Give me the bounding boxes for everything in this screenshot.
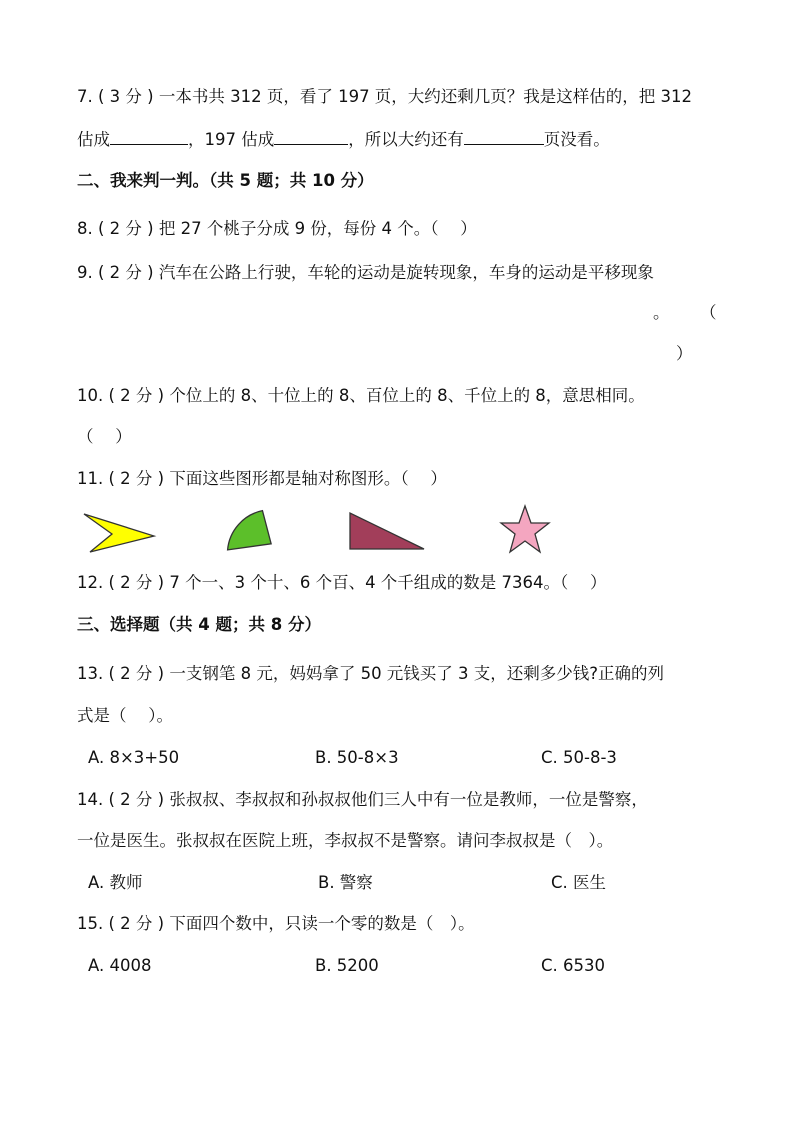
answer-blank-2[interactable] (274, 128, 348, 145)
question-8: 8. ( 2 分 ) 把 27 个桃子分成 9 份，每份 4 个。（ ） (77, 219, 477, 238)
section-2-heading: 二、我来判一判。（共 5 题；共 10 分） (77, 171, 374, 190)
option-c[interactable]: C. 医生 (551, 873, 607, 892)
q7-text-part-1: 估成 (77, 130, 110, 149)
arrow-icon (82, 512, 156, 554)
option-a[interactable]: A. 教师 (88, 873, 143, 892)
option-b[interactable]: B. 警察 (318, 873, 373, 892)
question-15-line-1: 15. ( 2 分 ) 下面四个数中，只读一个零的数是（ ）。 (77, 914, 475, 933)
section-3-heading: 三、选择题（共 4 题；共 8 分） (77, 615, 321, 634)
question-11-line-1: 11. ( 2 分 ) 下面这些图形都是轴对称图形。（ ） (77, 469, 447, 488)
question-13-line-1: 13. ( 2 分 ) 一支钢笔 8 元，妈妈拿了 50 元钱买了 3 支，还剩多少钱?正确的列 (77, 664, 665, 683)
q7-text-part-4: 页没看。 (543, 130, 610, 149)
option-c[interactable]: C. 50-8-3 (541, 748, 617, 767)
question-9-open-paren: （ (700, 303, 717, 322)
option-c[interactable]: C. 6530 (541, 956, 606, 975)
q7-text-part-2: ，197 估成 (188, 130, 275, 149)
option-b[interactable]: B. 50-8×3 (315, 748, 399, 767)
question-10-answer-paren: （ ） (77, 427, 132, 446)
triangle-icon (348, 511, 428, 551)
question-13-line-2: 式是（ ）。 (77, 706, 173, 725)
question-14-line-2: 一位是医生。张叔叔在医院上班，李叔叔不是警察。请问李叔叔是（ ）。 (77, 831, 614, 850)
question-7-line-2 (77, 128, 610, 151)
question-7-line-1: 7. ( 3 分 ) 一本书共 312 页，看了 197 页，大约还剩几页？我是这样估的，把 312 (77, 87, 693, 106)
question-9-line-1: 9. ( 2 分 ) 汽车在公路上行驶，车轮的运动是旋转现象，车身的运动是平移现象 (77, 263, 654, 282)
question-9-period: 。 (653, 303, 670, 322)
option-a[interactable]: A. 4008 (88, 956, 152, 975)
question-10-line-1: 10. ( 2 分 ) 个位上的 8、十位上的 8、百位上的 8、千位上的 8，意思相同。 (77, 386, 645, 405)
option-b[interactable]: B. 5200 (315, 956, 379, 975)
star-icon (498, 504, 552, 558)
option-a[interactable]: A. 8×3+50 (88, 748, 180, 767)
question-14-line-1: 14. ( 2 分 ) 张叔叔、李叔叔和孙叔叔他们三人中有一位是教师，一位是警察， (77, 790, 648, 809)
question-9-close-paren: ） (676, 344, 693, 363)
answer-blank-1[interactable] (110, 128, 188, 145)
fan-icon (219, 509, 273, 551)
q7-text-part-3: ，所以大约还有 (348, 130, 464, 149)
answer-blank-3[interactable] (464, 128, 544, 145)
question-12: 12. ( 2 分 ) 7 个一、3 个十、6 个百、4 个千组成的数是 7364。（ ） (77, 573, 607, 592)
